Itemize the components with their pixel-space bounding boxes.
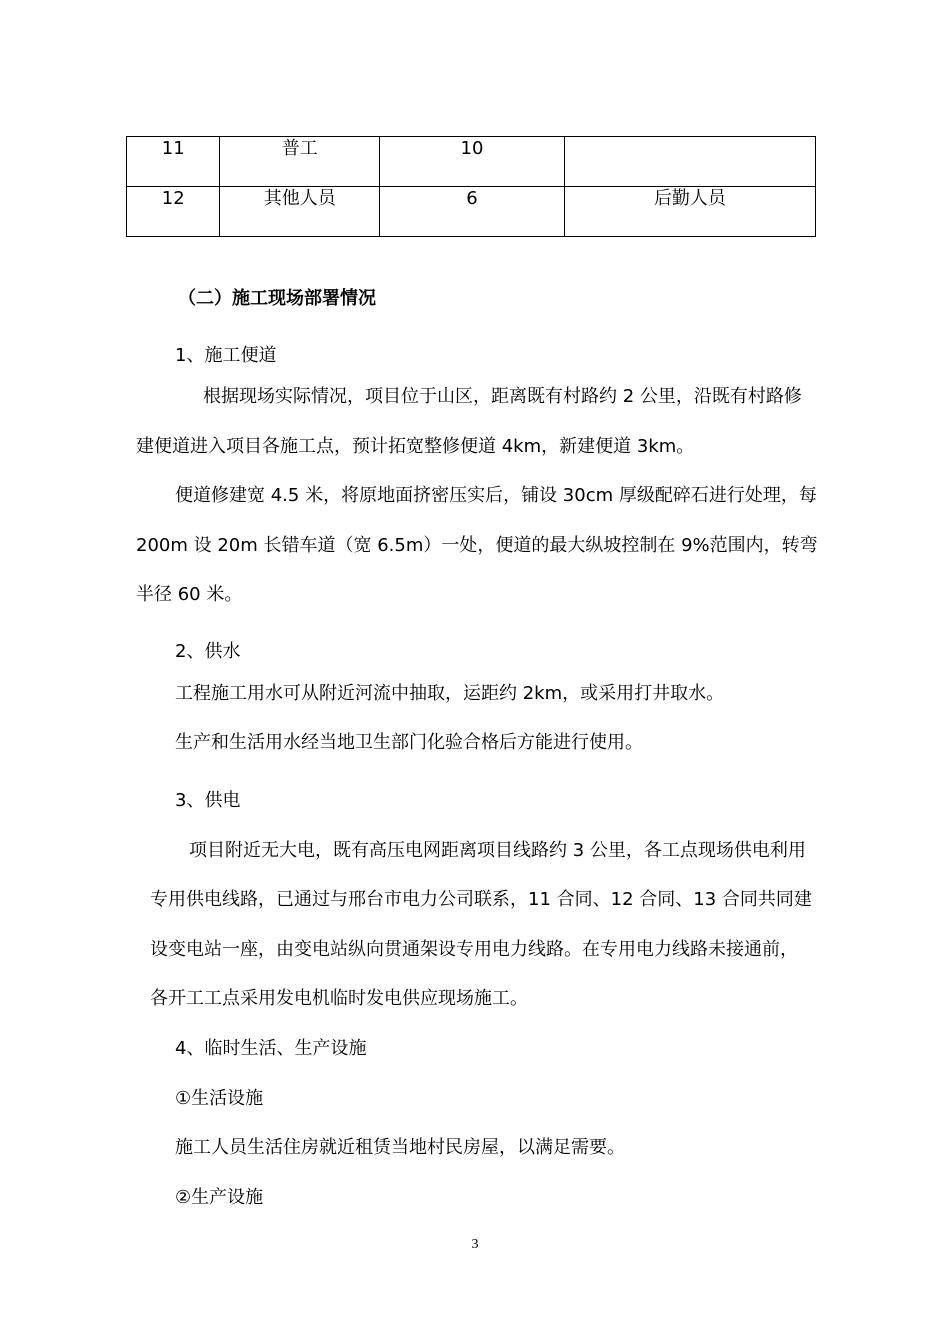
- section-heading: （二）施工现场部署情况: [178, 288, 376, 309]
- production-facilities-title: ②生产设施: [175, 1187, 264, 1208]
- roads-paragraph-2-line-3: 半径 60 米。: [136, 584, 243, 605]
- cell-note: 后勤人员: [564, 187, 815, 237]
- facilities-title: 4、临时生活、生产设施: [175, 1038, 367, 1059]
- power-line-1: 项目附近无大电，既有高压电网距离项目线路约 3 公里，各工点现场供电利用: [189, 840, 806, 861]
- staff-table: [126, 136, 816, 237]
- cell-role: 其他人员: [220, 187, 380, 237]
- power-line-4: 各开工工点采用发电机临时发电供应现场施工。: [150, 988, 528, 1009]
- cell-role: 普工: [220, 137, 380, 187]
- page-number: 3: [471, 1237, 479, 1252]
- roads-paragraph-2-line-2: 200m 设 20m 长错车道（宽 6.5m）一处，便道的最大纵坡控制在 9%范围内，转弯: [136, 535, 818, 556]
- power-title: 3、供电: [175, 790, 241, 811]
- power-line-3: 设变电站一座，由变电站纵向贯通架设专用电力线路。在专用电力线路未接通前，: [150, 939, 798, 960]
- roads-paragraph-2-line-1: 便道修建宽 4.5 米，将原地面挤密压实后，铺设 30cm 厚级配碎石进行处理，每: [175, 485, 817, 506]
- table-row: [127, 187, 816, 237]
- roads-paragraph-1-line-1: 根据现场实际情况，项目位于山区，距离既有村路约 2 公里，沿既有村路修: [203, 386, 802, 407]
- power-line-2: 专用供电线路，已通过与邢台市电力公司联系，11 合同、12 合同、13 合同共同建: [150, 889, 812, 910]
- water-title: 2、供水: [175, 641, 241, 662]
- water-paragraph-1: 工程施工用水可从附近河流中抽取，运距约 2km，或采用打井取水。: [175, 683, 725, 704]
- living-facilities-title: ①生活设施: [175, 1088, 264, 1109]
- living-facilities-text: 施工人员生活住房就近租赁当地村民房屋，以满足需要。: [175, 1137, 625, 1158]
- roads-paragraph-1-line-2: 建便道进入项目各施工点，预计拓宽整修便道 4km，新建便道 3km。: [136, 436, 695, 457]
- water-paragraph-2: 生产和生活用水经当地卫生部门化验合格后方能进行使用。: [175, 732, 643, 753]
- cell-count: 10: [380, 137, 565, 187]
- roads-title: 1、施工便道: [175, 345, 277, 366]
- cell-no: 11: [127, 137, 220, 187]
- table-row: [127, 137, 816, 187]
- cell-count: 6: [380, 187, 565, 237]
- cell-no: 12: [127, 187, 220, 237]
- cell-note: [564, 137, 815, 187]
